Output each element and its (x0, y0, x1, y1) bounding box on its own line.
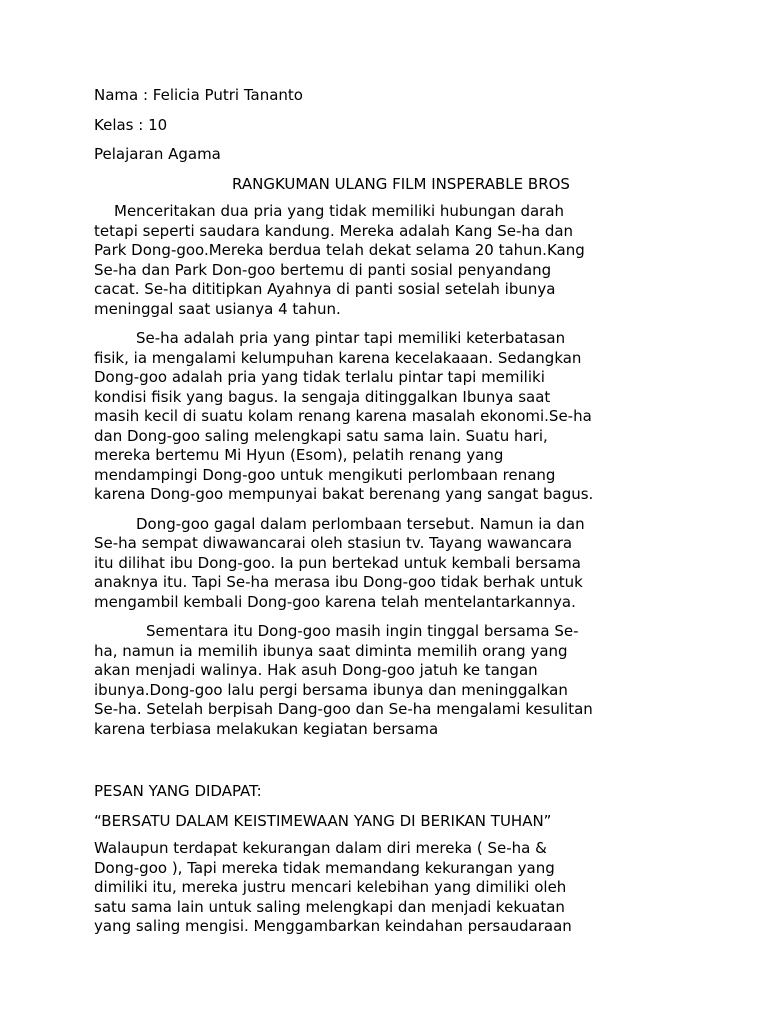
summary-paragraph-2 (94, 329, 678, 505)
text-line: tetapi seperti saudara kandung. Mereka adalah Kang Se-ha dan (94, 221, 574, 240)
text-line: Dong-goo gagal dalam perlombaan tersebut. Namun ia dan (136, 514, 585, 533)
text-line: Se-ha dan Park Don-goo bertemu di panti sosial penyandang (94, 260, 552, 279)
text-line: yang saling mengisi. Menggambarkan keindahan persaudaraan (94, 917, 572, 935)
text-line: karena Dong-goo mempunyai bakat berenang yang sangat bagus. (94, 485, 594, 503)
text-line: satu sama lain untuk saling melengkapi dan menjadi kekuatan (94, 897, 565, 916)
text-line: ha, namun ia memilih ibunya saat diminta memilih orang yang (94, 641, 568, 660)
text-line: mereka bertemu Mi Hyun (Esom), pelatih renang yang (94, 446, 504, 464)
document-body (94, 86, 678, 947)
text-line: Park Dong-goo.Mereka berdua telah dekat selama 20 tahun.Kang (94, 241, 585, 259)
message-heading: PESAN YANG DIDAPAT: (94, 782, 262, 800)
text-line: akan menjadi walinya. Hak asuh Dong-goo jatuh ke tangan (94, 661, 538, 679)
message-quote: “BERSATU DALAM KEISTIMEWAAN YANG DI BERIKAN TUHAN” (94, 811, 552, 830)
text-line: itu dilihat ibu Dong-goo. Ia pun bertekad untuk kembali bersama (94, 553, 581, 572)
text-line: Sementara itu Dong-goo masih ingin tinggal bersama Se- (146, 622, 579, 640)
text-line: dan Dong-goo saling melengkapi satu sama lain. Suatu hari, (94, 426, 548, 445)
text-line: Se-ha adalah pria yang pintar tapi memiliki keterbatasan (136, 329, 566, 347)
summary-paragraph-3 (94, 515, 678, 613)
text-line: masih kecil di suatu kolam renang karena masalah ekonomi.Se-ha (94, 407, 592, 425)
text-line: dimiliki itu, mereka justru mencari kelebihan yang dimiliki oleh (94, 878, 567, 896)
text-line: kondisi fisik yang bagus. Ia sengaja ditinggalkan Ibunya saat (94, 387, 551, 406)
text-line: Dong-goo ), Tapi mereka tidak memandang kekurangan yang (94, 858, 555, 877)
text-line: anaknya itu. Tapi Se-ha merasa ibu Dong-goo tidak berhak untuk (94, 573, 583, 591)
text-line: mendampingi Dong-goo untuk mengikuti perlombaan renang (94, 465, 556, 484)
text-line: karena terbiasa melakukan kegiatan bersama (94, 719, 439, 738)
text-line: Menceritakan dua pria yang tidak memiliki hubungan darah (114, 202, 565, 220)
text-line: mengambil kembali Dong-goo karena telah mentelantarkannya. (94, 592, 576, 611)
subject-line: Pelajaran Agama (94, 145, 221, 163)
text-line: Walaupun terdapat kekurangan dalam diri mereka ( Se-ha & (94, 839, 547, 857)
text-line: Se-ha. Setelah berpisah Dang-goo dan Se-ha mengalami kesulitan (94, 700, 593, 718)
student-class: Kelas : 10 (94, 115, 168, 134)
text-line: ibunya.Dong-goo lalu pergi bersama ibunya dan meninggalkan (94, 680, 568, 699)
summary-paragraph-1 (94, 202, 678, 319)
student-name: Nama : Felicia Putri Tananto (94, 86, 303, 104)
message-paragraph (94, 839, 678, 937)
document-title: RANGKUMAN ULANG FILM INSPERABLE BROS (232, 174, 570, 193)
text-line: cacat. Se-ha dititipkan Ayahnya di panti sosial setelah ibunya (94, 280, 556, 298)
text-line: fisik, ia mengalami kelumpuhan karena kecelakaaan. Sedangkan (94, 348, 582, 367)
summary-paragraph-4 (94, 622, 678, 739)
text-line: Se-ha sempat diwawancarai oleh stasiun tv. Tayang wawancara (94, 534, 573, 552)
text-line: Dong-goo adalah pria yang tidak terlalu pintar tapi memiliki (94, 368, 545, 386)
blank-space (94, 749, 678, 782)
text-line: meninggal saat usianya 4 tahun. (94, 299, 341, 318)
